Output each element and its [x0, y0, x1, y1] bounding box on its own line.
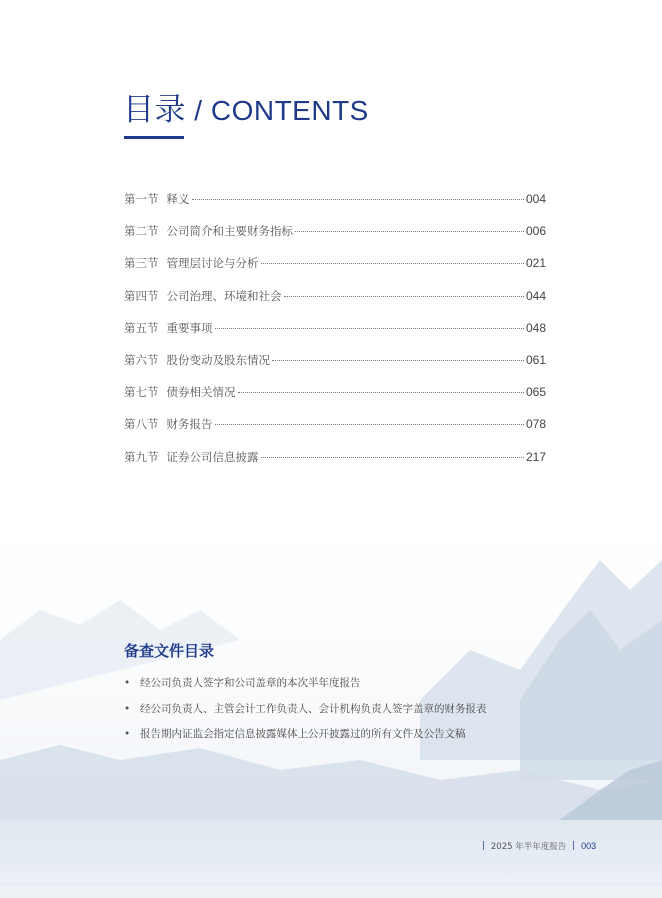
- table-of-contents: [124, 191, 546, 481]
- toc-page-number: 006: [525, 224, 546, 239]
- toc-page-number: 217: [525, 449, 546, 464]
- toc-row[interactable]: [124, 449, 546, 481]
- toc-row[interactable]: [124, 223, 546, 255]
- toc-page-number: 044: [525, 288, 546, 303]
- toc-page-number: 021: [525, 256, 546, 271]
- toc-section-number: 第一节: [124, 192, 159, 206]
- list-item: [124, 676, 487, 702]
- bullet-icon: •: [124, 728, 131, 740]
- page-title: [123, 88, 369, 133]
- toc-page-number: 004: [525, 192, 546, 206]
- toc-section-number: 第九节: [124, 449, 159, 464]
- toc-row[interactable]: [124, 320, 546, 352]
- reference-docs-list: [124, 676, 487, 753]
- toc-row[interactable]: [124, 255, 546, 287]
- footer-report-label: 2025 年半年度报告: [490, 842, 567, 852]
- toc-section-number: 第八节: [124, 417, 159, 432]
- toc-section-title: 财务报告: [166, 417, 213, 432]
- toc-section-number: 第六节: [124, 352, 159, 367]
- list-item: [124, 702, 487, 728]
- footer-separator: |: [572, 841, 576, 851]
- toc-section-number: 第二节: [124, 224, 159, 239]
- toc-dot-leader: [284, 296, 524, 297]
- toc-section-title: 重要事项: [166, 320, 213, 335]
- toc-row[interactable]: [124, 384, 546, 416]
- toc-row[interactable]: [124, 288, 546, 320]
- list-item: [124, 727, 487, 753]
- reference-docs-title: 备查文件目录: [124, 642, 215, 660]
- toc-dot-leader: [192, 199, 524, 200]
- toc-section-title: 公司治理、环境和社会: [166, 288, 282, 303]
- toc-page-number: 048: [525, 320, 546, 335]
- toc-dot-leader: [295, 231, 524, 232]
- toc-dot-leader: [215, 328, 524, 329]
- toc-page-number: 061: [525, 352, 546, 367]
- reference-doc-text: 经公司负责人签字和公司盖章的本次半年度报告: [140, 677, 361, 689]
- page-title-en: CONTENTS: [210, 95, 369, 126]
- toc-row[interactable]: [124, 191, 546, 223]
- toc-section-number: 第三节: [124, 256, 159, 271]
- toc-page-number: 078: [525, 417, 546, 432]
- toc-section-number: 第七节: [124, 385, 159, 400]
- reference-doc-text: 报告期内证监会指定信息披露媒体上公开披露过的所有文件及公告文稿: [140, 728, 466, 740]
- toc-dot-leader: [261, 457, 524, 458]
- toc-row[interactable]: [124, 416, 546, 448]
- toc-row[interactable]: [124, 352, 546, 384]
- toc-section-title: 证券公司信息披露: [166, 449, 259, 464]
- footer-separator: |: [482, 841, 485, 851]
- toc-page-number: 065: [525, 385, 546, 400]
- title-underline: [124, 136, 184, 139]
- page-title-cn: 目录: [123, 92, 186, 128]
- toc-dot-leader: [238, 392, 524, 393]
- toc-section-number: 第四节: [124, 288, 159, 303]
- bullet-icon: •: [124, 702, 131, 715]
- page-title-separator: /: [186, 95, 211, 126]
- footer-page-number: 003: [581, 841, 597, 851]
- bullet-icon: •: [124, 677, 131, 689]
- toc-section-title: 管理层讨论与分析: [166, 256, 259, 271]
- toc-section-number: 第五节: [124, 320, 159, 335]
- toc-section-title: 债券相关情况: [166, 385, 236, 400]
- toc-dot-leader: [215, 424, 524, 425]
- toc-section-title: 股份变动及股东情况: [166, 352, 270, 367]
- toc-dot-leader: [261, 263, 524, 264]
- toc-dot-leader: [272, 360, 524, 361]
- toc-section-title: 释义: [166, 192, 190, 206]
- page-footer: [476, 840, 596, 852]
- reference-doc-text: 经公司负责人、主管会计工作负责人、会计机构负责人签字盖章的财务报表: [140, 702, 487, 715]
- toc-section-title: 公司简介和主要财务指标: [166, 224, 293, 239]
